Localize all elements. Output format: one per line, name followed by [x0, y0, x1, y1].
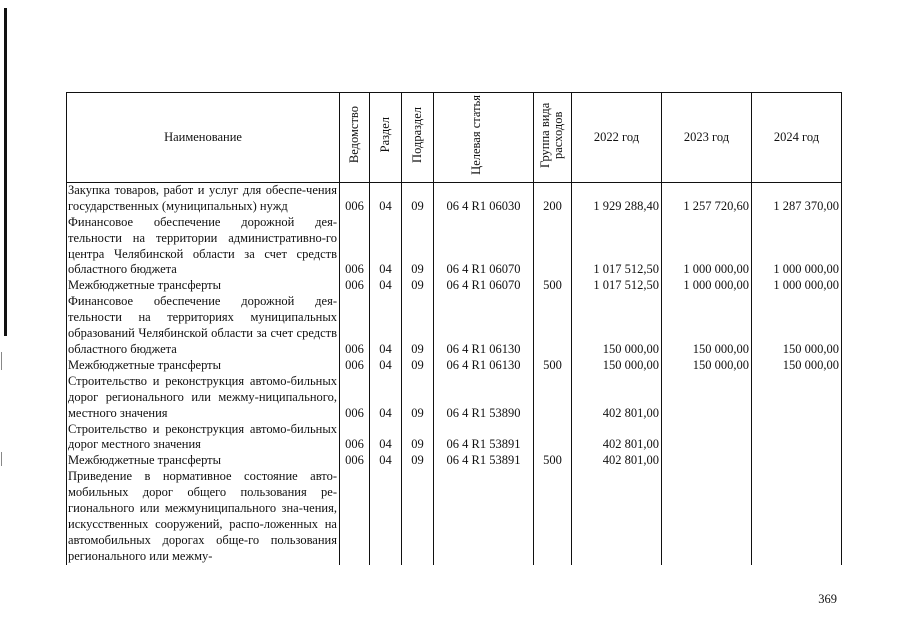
row-celevaya-statya: 06 4 R1 53890	[434, 374, 534, 422]
row-podrazdel: 09	[402, 294, 434, 358]
row-celevaya-statya: 06 4 R1 53891	[434, 422, 534, 454]
row-vedomstvo: 006	[340, 215, 370, 279]
table-row	[67, 374, 842, 422]
row-razdel: 04	[370, 215, 402, 279]
budget-table	[66, 92, 842, 565]
row-amount-2023: 1 257 720,60	[662, 182, 752, 214]
scan-edge-mark	[1, 452, 2, 466]
row-amount-2023	[662, 374, 752, 422]
row-celevaya-statya: 06 4 R1 53891	[434, 453, 534, 469]
header-year-2024: 2024 год	[752, 93, 842, 183]
row-podrazdel: 09	[402, 374, 434, 422]
scan-edge-mark	[1, 352, 2, 370]
row-celevaya-statya	[434, 469, 534, 564]
row-name: Межбюджетные трансферты	[67, 358, 340, 374]
row-vedomstvo: 006	[340, 278, 370, 294]
row-gruppa	[534, 294, 572, 358]
row-amount-2023: 1 000 000,00	[662, 215, 752, 279]
table-row	[67, 469, 842, 564]
table-body	[67, 182, 842, 564]
row-razdel: 04	[370, 294, 402, 358]
table-row	[67, 422, 842, 454]
header-vedomstvo: Ведомство	[340, 93, 370, 183]
row-vedomstvo	[340, 469, 370, 564]
row-celevaya-statya: 06 4 R1 06130	[434, 294, 534, 358]
header-name: Наименование	[67, 93, 340, 183]
row-amount-2024: 150 000,00	[752, 294, 842, 358]
row-gruppa	[534, 215, 572, 279]
header-year-2023: 2023 год	[662, 93, 752, 183]
row-vedomstvo: 006	[340, 453, 370, 469]
row-gruppa	[534, 422, 572, 454]
row-amount-2022: 150 000,00	[572, 294, 662, 358]
row-amount-2022: 402 801,00	[572, 453, 662, 469]
row-name: Межбюджетные трансферты	[67, 453, 340, 469]
row-razdel: 04	[370, 374, 402, 422]
row-podrazdel: 09	[402, 215, 434, 279]
row-name: Финансовое обеспечение дорожной дея-тельности на территории административно-го центра Челябинской области за счет средств областного бюджета	[67, 215, 340, 279]
row-celevaya-statya: 06 4 R1 06070	[434, 278, 534, 294]
row-razdel	[370, 469, 402, 564]
row-podrazdel: 09	[402, 453, 434, 469]
row-vedomstvo: 006	[340, 358, 370, 374]
row-podrazdel	[402, 469, 434, 564]
row-amount-2024	[752, 374, 842, 422]
row-amount-2023: 1 000 000,00	[662, 278, 752, 294]
header-podrazdel: Подраздел	[402, 93, 434, 183]
row-podrazdel: 09	[402, 422, 434, 454]
binding-bar	[4, 8, 7, 336]
row-vedomstvo: 006	[340, 374, 370, 422]
row-razdel: 04	[370, 278, 402, 294]
table-row	[67, 278, 842, 294]
row-amount-2024: 1 000 000,00	[752, 278, 842, 294]
page-number: 369	[818, 592, 837, 606]
header-gruppa-vida-rashodov: Группа вида расходов	[534, 93, 572, 183]
row-name: Строительство и реконструкция автомо-бильных дорог местного значения	[67, 422, 340, 454]
row-amount-2022	[572, 469, 662, 564]
row-vedomstvo: 006	[340, 422, 370, 454]
row-gruppa: 500	[534, 453, 572, 469]
row-name: Финансовое обеспечение дорожной дея-тельности на территориях муниципальных образований Челябинской области за счет средств областного бюджета	[67, 294, 340, 358]
row-gruppa	[534, 374, 572, 422]
row-gruppa: 500	[534, 278, 572, 294]
table-row	[67, 182, 842, 214]
row-vedomstvo: 006	[340, 182, 370, 214]
row-razdel: 04	[370, 453, 402, 469]
row-amount-2023: 150 000,00	[662, 358, 752, 374]
table-row	[67, 358, 842, 374]
row-name: Приведение в нормативное состояние авто-мобильных дорог общего пользования ре-гионального или межмуниципального зна-чения, искусственных сооружений, распо-ложенных на автомобильных дорогах обще-го пользования регионального или межму-	[67, 469, 340, 564]
row-amount-2022: 402 801,00	[572, 374, 662, 422]
row-razdel: 04	[370, 422, 402, 454]
row-amount-2024	[752, 469, 842, 564]
row-celevaya-statya: 06 4 R1 06030	[434, 182, 534, 214]
row-vedomstvo: 006	[340, 294, 370, 358]
row-name: Межбюджетные трансферты	[67, 278, 340, 294]
header-row	[67, 93, 842, 183]
row-amount-2022: 150 000,00	[572, 358, 662, 374]
row-razdel: 04	[370, 358, 402, 374]
row-amount-2023	[662, 469, 752, 564]
row-gruppa	[534, 469, 572, 564]
table-row	[67, 215, 842, 279]
row-celevaya-statya: 06 4 R1 06070	[434, 215, 534, 279]
row-amount-2022: 1 017 512,50	[572, 278, 662, 294]
row-name: Строительство и реконструкция автомо-бильных дорог регионального или межму-ниципального, местного значения	[67, 374, 340, 422]
row-amount-2024	[752, 422, 842, 454]
row-amount-2023	[662, 453, 752, 469]
row-razdel: 04	[370, 182, 402, 214]
row-amount-2023: 150 000,00	[662, 294, 752, 358]
row-amount-2024: 1 287 370,00	[752, 182, 842, 214]
row-amount-2022: 1 017 512,50	[572, 215, 662, 279]
row-amount-2022: 402 801,00	[572, 422, 662, 454]
header-celevaya-statya: Целевая статья	[434, 93, 534, 183]
row-podrazdel: 09	[402, 358, 434, 374]
table-row	[67, 453, 842, 469]
row-amount-2024: 1 000 000,00	[752, 215, 842, 279]
row-podrazdel: 09	[402, 278, 434, 294]
row-gruppa: 500	[534, 358, 572, 374]
row-amount-2024: 150 000,00	[752, 358, 842, 374]
header-year-2022: 2022 год	[572, 93, 662, 183]
row-podrazdel: 09	[402, 182, 434, 214]
row-amount-2022: 1 929 288,40	[572, 182, 662, 214]
row-amount-2023	[662, 422, 752, 454]
row-amount-2024	[752, 453, 842, 469]
row-celevaya-statya: 06 4 R1 06130	[434, 358, 534, 374]
table-row	[67, 294, 842, 358]
row-gruppa: 200	[534, 182, 572, 214]
header-razdel: Раздел	[370, 93, 402, 183]
row-name: Закупка товаров, работ и услуг для обеспе-чения государственных (муниципальных) нужд	[67, 182, 340, 214]
